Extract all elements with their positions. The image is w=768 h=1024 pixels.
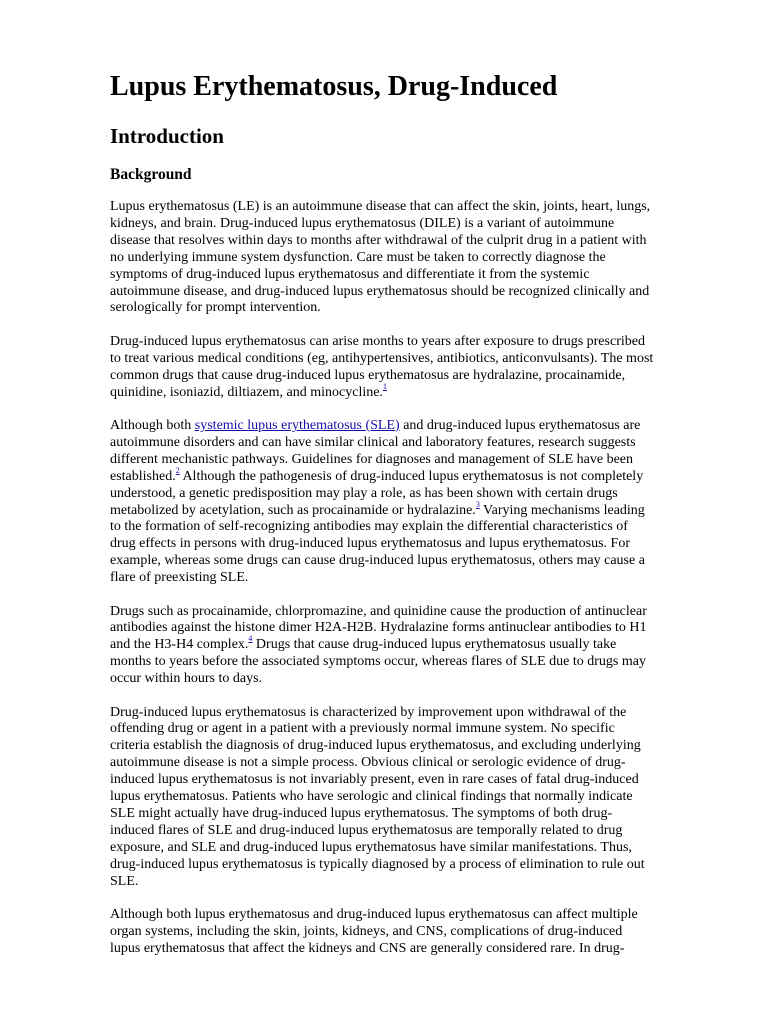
text-line: occur within hours to days. (110, 671, 263, 687)
text-line: example, whereas some drugs can cause drug-induced lupus erythematosus, others may cause a (110, 553, 645, 569)
paragraph-4 (110, 604, 710, 689)
text-fragment: quinidine, isoniazid, diltiazem, and minocycline. (110, 384, 383, 400)
text-line: lupus erythematosus that affect the kidneys and CNS are generally considered rare. In drug- (110, 940, 625, 956)
text-line: antibodies against the histone dimer H2A-H2B. Hydralazine forms antinuclear antibodies to H1 (110, 620, 647, 636)
reference-link-2[interactable]: 2 (175, 465, 180, 475)
text-fragment: Although both (110, 417, 195, 433)
text-line: different mechanistic pathways. Guidelines for diagnoses and management of SLE have been (110, 451, 634, 467)
text-line: to the formation of self-recognizing antibodies may explain the differential characteristics of (110, 519, 628, 535)
text-line: symptoms of drug-induced lupus erythematosus and differentiate it from the systemic (110, 266, 590, 282)
text-line (110, 499, 710, 520)
text-line (110, 418, 710, 435)
paragraph-3 (110, 418, 710, 587)
text-line: autoimmune disease is not a simple process. Obvious clinical or serologic evidence of drug- (110, 755, 626, 771)
text-line: drug-induced lupus erythematosus is typically diagnosed by a process of elimination to rule out (110, 856, 645, 872)
text-line: Drugs such as procainamide, chlorpromazine, and quinidine cause the production of antinuclear (110, 603, 647, 619)
text-line: kidneys, and brain. Drug-induced lupus erythematosus (DILE) is a variant of autoimmune (110, 215, 615, 231)
text-line: flare of preexisting SLE. (110, 570, 249, 586)
text-line: Drug-induced lupus erythematosus is characterized by improvement upon withdrawal of the (110, 704, 627, 720)
subsection-heading-background: Background (110, 166, 192, 183)
text-line: SLE might actually have drug-induced lupus erythematosus. The symptoms of both drug- (110, 806, 613, 821)
reference-link-3[interactable]: 3 (475, 499, 480, 509)
text-line: SLE. (110, 873, 139, 889)
text-line (110, 634, 710, 654)
text-line: exposure, and SLE and drug-induced lupus erythematosus have similar manifestations. Thus, (110, 839, 632, 855)
paragraph-5 (110, 705, 710, 891)
text-line: disease that resolves within days to months after withdrawal of the culprit drug in a patient with (110, 232, 647, 248)
text-line: lupus erythematosus. Patients who have serologic and clinical findings that normally indicate (110, 789, 633, 805)
text-line: autoimmune disorders and can have similar clinical and laboratory features, research suggests (110, 434, 636, 450)
document-page (110, 68, 710, 974)
text-fragment: metabolized by acetylation, such as procainamide or hydralazine. (110, 502, 476, 518)
text-line: months to years before the associated symptoms occur, whereas flares of SLE due to drugs may (110, 654, 646, 670)
section-heading-introduction: Introduction (110, 124, 224, 148)
text-fragment: and the H3-H4 complex. (110, 637, 249, 653)
paragraph-2 (110, 334, 710, 402)
text-line (110, 465, 710, 486)
text-line: autoimmune disease, and drug-induced lupus erythematosus should be recognized clinically and (110, 283, 650, 299)
text-fragment: Drugs that cause drug-induced lupus erythematosus usually take (252, 637, 617, 653)
text-fragment: Varying mechanisms leading (479, 502, 645, 518)
text-line: common drugs that cause drug-induced lupus erythematosus are hydralazine, procainamide, (110, 367, 626, 383)
text-line (110, 381, 710, 402)
text-fragment: established. (110, 468, 176, 484)
reference-link-4[interactable]: 4 (248, 634, 253, 644)
sle-link[interactable]: systemic lupus erythematosus (SLE) (194, 417, 400, 433)
paragraph-6 (110, 907, 710, 958)
text-line: offending drug or agent in a patient with a previously normal immune system. No specific (110, 721, 615, 737)
page-title: Lupus Erythematosus, Drug-Induced (110, 71, 558, 102)
paragraph-1 (110, 199, 710, 317)
text-fragment: Although the pathogenesis of drug-induced lupus erythematosus is not completely (179, 468, 644, 484)
text-line: drug effects in persons with drug-induced lupus erythematosus and lupus erythematosus. For (110, 536, 630, 552)
text-line: induced lupus erythematosus is not invariably present, even in rare cases of fatal drug-induced (110, 772, 639, 788)
text-line: organ systems, including the skin, joints, kidneys, and CNS, complications of drug-induced (110, 923, 623, 939)
text-line: Although both lupus erythematosus and drug-induced lupus erythematosus can affect multiple (110, 907, 638, 923)
reference-link-1[interactable]: 1 (382, 381, 387, 391)
text-line: Drug-induced lupus erythematosus can arise months to years after exposure to drugs prescribed (110, 333, 645, 349)
text-line: understood, a genetic predisposition may play a role, as has been shown with certain drugs (110, 485, 618, 501)
text-line: to treat various medical conditions (eg, antihypertensives, antibiotics, anticonvulsants). The most (110, 350, 654, 366)
text-fragment: and drug-induced lupus erythematosus are (399, 417, 641, 433)
text-line: no underlying immune system dysfunction. Care must be taken to correctly diagnose the (110, 249, 606, 265)
text-line: induced flares of SLE and drug-induced lupus erythematosus are temporally related to drug (110, 822, 623, 838)
text-line: Lupus erythematosus (LE) is an autoimmune disease that can affect the skin, joints, heart, lungs, (110, 199, 651, 214)
text-line: serologically for prompt intervention. (110, 300, 321, 316)
text-line: criteria establish the diagnosis of drug-induced lupus erythematosus, and excluding underlying (110, 738, 641, 754)
